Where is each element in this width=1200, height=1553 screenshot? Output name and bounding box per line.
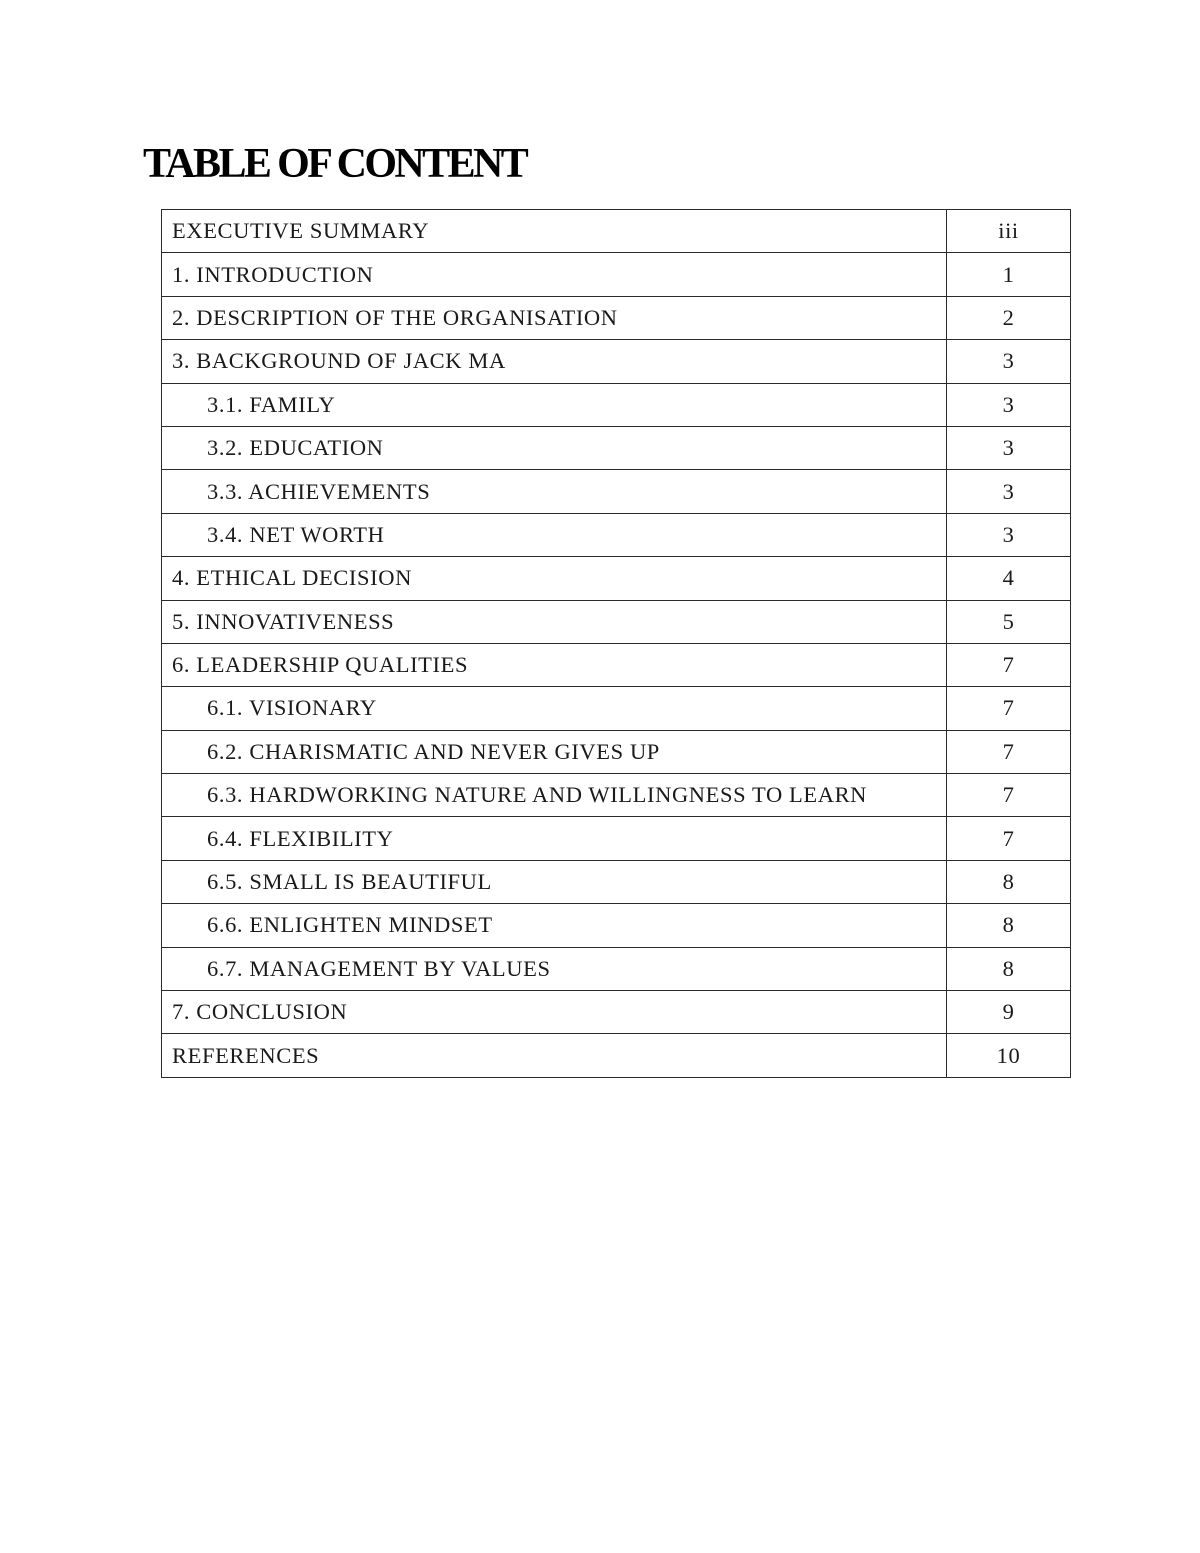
- toc-entry-page-number: 8: [947, 904, 1071, 947]
- toc-entry-title: 6.6. ENLIGHTEN MINDSET: [162, 904, 947, 947]
- toc-entry-page-number: 3: [947, 426, 1071, 469]
- toc-entry-title: 2. DESCRIPTION OF THE ORGANISATION: [162, 296, 947, 339]
- toc-row: [162, 1034, 1071, 1077]
- toc-row: [162, 470, 1071, 513]
- toc-entry-page-number: 3: [947, 470, 1071, 513]
- toc-entry-title: EXECUTIVE SUMMARY: [162, 210, 947, 253]
- toc-entry-title: 5. INNOVATIVENESS: [162, 600, 947, 643]
- toc-entry-title: 6.2. CHARISMATIC AND NEVER GIVES UP: [162, 730, 947, 773]
- toc-entry-title: 3.3. ACHIEVEMENTS: [162, 470, 947, 513]
- toc-entry-page-number: 5: [947, 600, 1071, 643]
- page-title: TABLE OF CONTENT: [143, 141, 527, 187]
- toc-row: [162, 513, 1071, 556]
- toc-entry-page-number: 7: [947, 730, 1071, 773]
- toc-entry-title: 6.5. SMALL IS BEAUTIFUL: [162, 860, 947, 903]
- toc-row: [162, 817, 1071, 860]
- toc-entry-title: 6.3. HARDWORKING NATURE AND WILLINGNESS TO LEARN: [162, 774, 947, 817]
- toc-entry-page-number: 10: [947, 1034, 1071, 1077]
- toc-entry-page-number: 7: [947, 817, 1071, 860]
- toc-entry-page-number: 7: [947, 687, 1071, 730]
- toc-body: [162, 210, 1071, 1078]
- toc-entry-page-number: 9: [947, 991, 1071, 1034]
- toc-entry-page-number: 8: [947, 947, 1071, 990]
- toc-entry-page-number: 1: [947, 253, 1071, 296]
- toc-row: [162, 253, 1071, 296]
- toc-entry-page-number: 4: [947, 557, 1071, 600]
- toc-row: [162, 643, 1071, 686]
- toc-entry-title: 3.4. NET WORTH: [162, 513, 947, 556]
- toc-entry-page-number: 7: [947, 774, 1071, 817]
- toc-row: [162, 600, 1071, 643]
- toc-row: [162, 730, 1071, 773]
- toc-entry-title: 4. ETHICAL DECISION: [162, 557, 947, 600]
- toc-row: [162, 340, 1071, 383]
- toc-row: [162, 904, 1071, 947]
- toc-row: [162, 947, 1071, 990]
- toc-entry-title: 6. LEADERSHIP QUALITIES: [162, 643, 947, 686]
- toc-entry-page-number: iii: [947, 210, 1071, 253]
- toc-entry-title: 6.7. MANAGEMENT BY VALUES: [162, 947, 947, 990]
- toc-row: [162, 774, 1071, 817]
- toc-row: [162, 687, 1071, 730]
- toc-entry-title: 3.1. FAMILY: [162, 383, 947, 426]
- toc-row: [162, 557, 1071, 600]
- toc-row: [162, 296, 1071, 339]
- toc-row: [162, 426, 1071, 469]
- toc-entry-title: REFERENCES: [162, 1034, 947, 1077]
- toc-entry-title: 6.4. FLEXIBILITY: [162, 817, 947, 860]
- toc-row: [162, 210, 1071, 253]
- toc-entry-page-number: 2: [947, 296, 1071, 339]
- toc-entry-title: 3.2. EDUCATION: [162, 426, 947, 469]
- toc-entry-page-number: 3: [947, 340, 1071, 383]
- toc-row: [162, 860, 1071, 903]
- toc-entry-page-number: 7: [947, 643, 1071, 686]
- toc-row: [162, 991, 1071, 1034]
- toc-entry-title: 7. CONCLUSION: [162, 991, 947, 1034]
- toc-entry-title: 6.1. VISIONARY: [162, 687, 947, 730]
- toc-row: [162, 383, 1071, 426]
- toc-entry-page-number: 3: [947, 383, 1071, 426]
- toc-table: [161, 209, 1071, 1078]
- toc-entry-title: 3. BACKGROUND OF JACK MA: [162, 340, 947, 383]
- toc-entry-title: 1. INTRODUCTION: [162, 253, 947, 296]
- toc-entry-page-number: 3: [947, 513, 1071, 556]
- toc-entry-page-number: 8: [947, 860, 1071, 903]
